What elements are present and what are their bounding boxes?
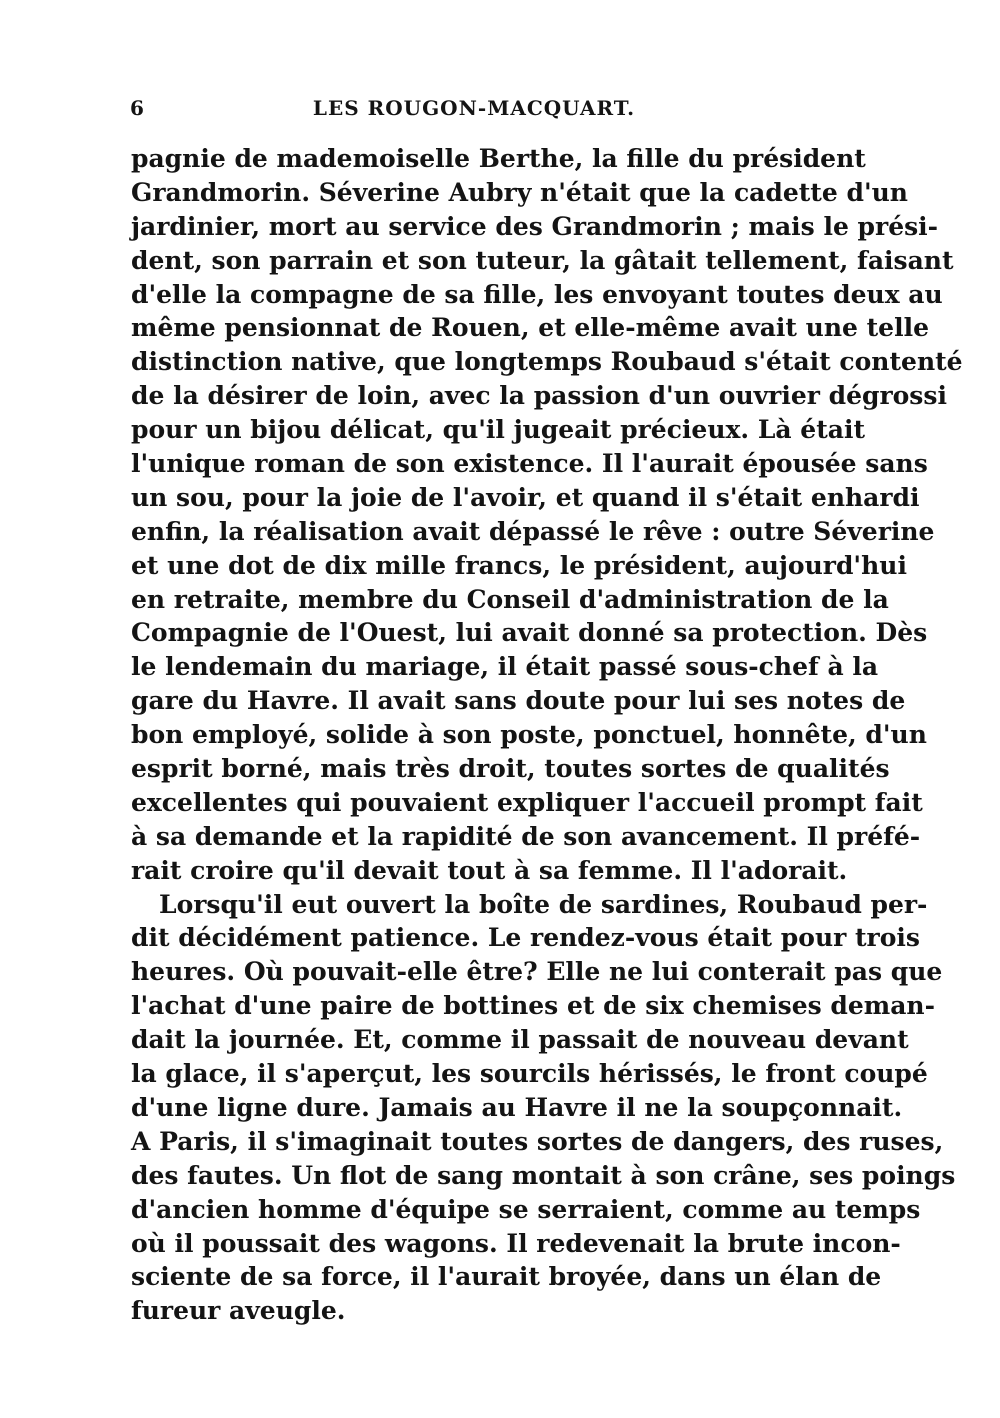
text-line: dait la journée. Et, comme il passait de nouveau devant bbox=[131, 1025, 909, 1055]
text-line: distinction native, que longtemps Roubaud s'était contenté bbox=[131, 347, 963, 377]
text-line: l'unique roman de son existence. Il l'aurait épousée sans bbox=[131, 449, 928, 479]
text-line: où il poussait des wagons. Il redevenait la brute incon- bbox=[131, 1228, 901, 1258]
text-line: la glace, il s'aperçut, les sourcils hérissés, le front coupé bbox=[131, 1059, 928, 1089]
text-line: d'ancien homme d'équipe se serraient, comme au temps bbox=[131, 1194, 921, 1224]
paragraph-end-line: rait croire qu'il devait tout à sa femme. Il l'adorait. bbox=[131, 855, 848, 885]
page-number: 6 bbox=[130, 96, 144, 120]
text-line: A Paris, il s'imaginait toutes sortes de dangers, des ruses, bbox=[131, 1126, 944, 1156]
text-line: excellentes qui pouvaient expliquer l'accueil prompt fait bbox=[131, 787, 923, 817]
text-line: l'achat d'une paire de bottines et de six chemises deman- bbox=[131, 991, 935, 1021]
text-line: pagnie de mademoiselle Berthe, la fille du président bbox=[131, 144, 866, 173]
running-title: LES ROUGON-MACQUART. bbox=[312, 96, 636, 120]
text-line: dit décidément patience. Le rendez-vous était pour trois bbox=[131, 923, 920, 953]
body-text bbox=[131, 142, 963, 1328]
text-line: d'une ligne dure. Jamais au Havre il ne la soupçonnait. bbox=[131, 1092, 903, 1122]
text-line: à sa demande et la rapidité de son avancement. Il préfé- bbox=[131, 821, 921, 851]
text-line: de la désirer de loin, avec la passion d'un ouvrier dégrossi bbox=[131, 381, 947, 411]
text-line: même pensionnat de Rouen, et elle-même avait une telle bbox=[131, 313, 929, 343]
text-line: Compagnie de l'Ouest, lui avait donné sa protection. Dès bbox=[131, 618, 928, 648]
page-header bbox=[130, 96, 818, 132]
text-line: d'elle la compagne de sa fille, les envoyant toutes deux au bbox=[131, 279, 943, 309]
text-line: enfin, la réalisation avait dépassé le rêve : outre Séverine bbox=[131, 516, 935, 546]
text-line: dent, son parrain et son tuteur, la gâtait tellement, faisant bbox=[131, 245, 954, 275]
text-line: jardinier, mort au service des Grandmorin ; mais le prési- bbox=[131, 211, 939, 241]
paragraph-start-line: Lorsqu'il eut ouvert la boîte de sardines, Roubaud per- bbox=[159, 889, 928, 919]
text-line: esprit borné, mais très droit, toutes sortes de qualités bbox=[131, 754, 890, 784]
text-line: sciente de sa force, il l'aurait broyée, dans un élan de bbox=[131, 1262, 882, 1292]
text-line: en retraite, membre du Conseil d'administration de la bbox=[131, 584, 889, 614]
text-line: et une dot de dix mille francs, le président, aujourd'hui bbox=[131, 550, 907, 580]
text-line: un sou, pour la joie de l'avoir, et quand il s'était enhardi bbox=[131, 482, 920, 512]
text-line: heures. Où pouvait-elle être? Elle ne lui conterait pas que bbox=[131, 957, 943, 987]
text-line: le lendemain du mariage, il était passé sous-chef à la bbox=[131, 652, 879, 682]
text-line: Grandmorin. Séverine Aubry n'était que la cadette d'un bbox=[131, 177, 908, 207]
text-line: pour un bijou délicat, qu'il jugeait précieux. Là était bbox=[131, 415, 866, 445]
text-line: des fautes. Un flot de sang montait à son crâne, ses poings bbox=[131, 1160, 956, 1190]
text-line: gare du Havre. Il avait sans doute pour lui ses notes de bbox=[131, 686, 906, 716]
paragraph-end-line: fureur aveugle. bbox=[131, 1296, 346, 1326]
text-line: bon employé, solide à son poste, ponctuel, honnête, d'un bbox=[131, 720, 927, 750]
